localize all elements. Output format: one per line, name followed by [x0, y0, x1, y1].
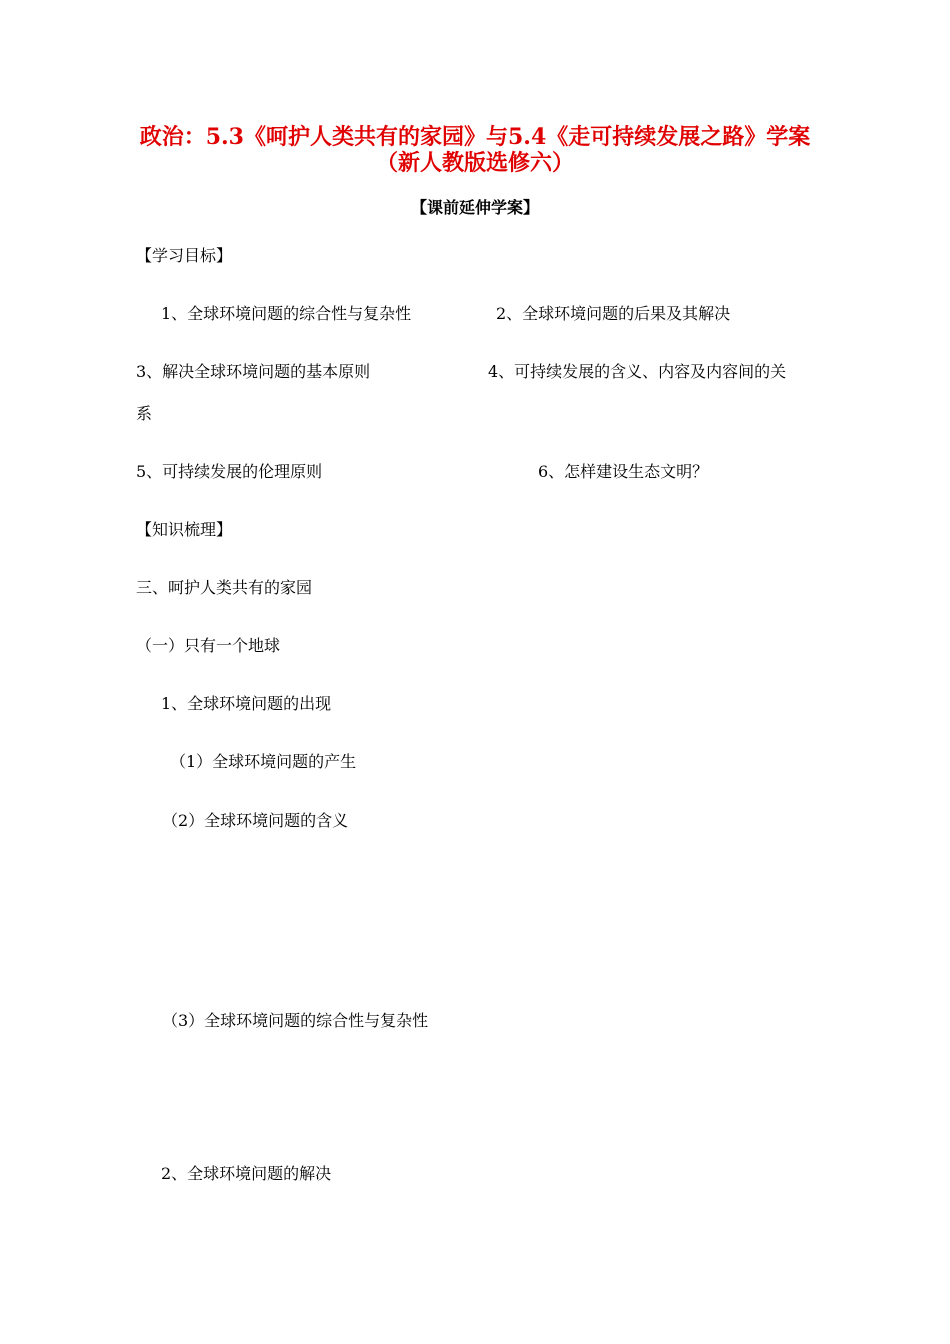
outline-item: 2、全球环境问题的解决	[161, 1164, 332, 1183]
document-title-edition: （新人教版选修六）	[375, 150, 574, 176]
goal-item: 3、解决全球环境问题的基本原则	[136, 362, 371, 381]
section-heading-goals: 【学习目标】	[136, 246, 233, 265]
section-heading-knowledge: 【知识梳理】	[136, 520, 233, 539]
outline-item: 1、全球环境问题的出现	[161, 694, 332, 713]
goal-item: 5、可持续发展的伦理原则	[136, 462, 323, 481]
outline-subitem: （3）全球环境问题的综合性与复杂性	[162, 1011, 429, 1030]
goal-item: 6、怎样建设生态文明？	[538, 462, 709, 481]
outline-subitem: （2）全球环境问题的含义	[162, 811, 349, 830]
document-title: 政治：5.3《呵护人类共有的家园》与5.4《走可持续发展之路》学案	[139, 124, 811, 150]
goal-item: 1、全球环境问题的综合性与复杂性	[161, 304, 412, 323]
section-subtitle: 【课前延伸学案】	[410, 198, 539, 217]
goal-item-continuation: 系	[136, 404, 153, 423]
outline-heading: 三、呵护人类共有的家园	[136, 578, 313, 597]
outline-subitem: （1）全球环境问题的产生	[170, 752, 357, 771]
outline-subheading: （一）只有一个地球	[136, 636, 281, 655]
goal-item: 2、全球环境问题的后果及其解决	[496, 304, 731, 323]
goal-item: 4、可持续发展的含义、内容及内容间的关	[488, 362, 787, 381]
